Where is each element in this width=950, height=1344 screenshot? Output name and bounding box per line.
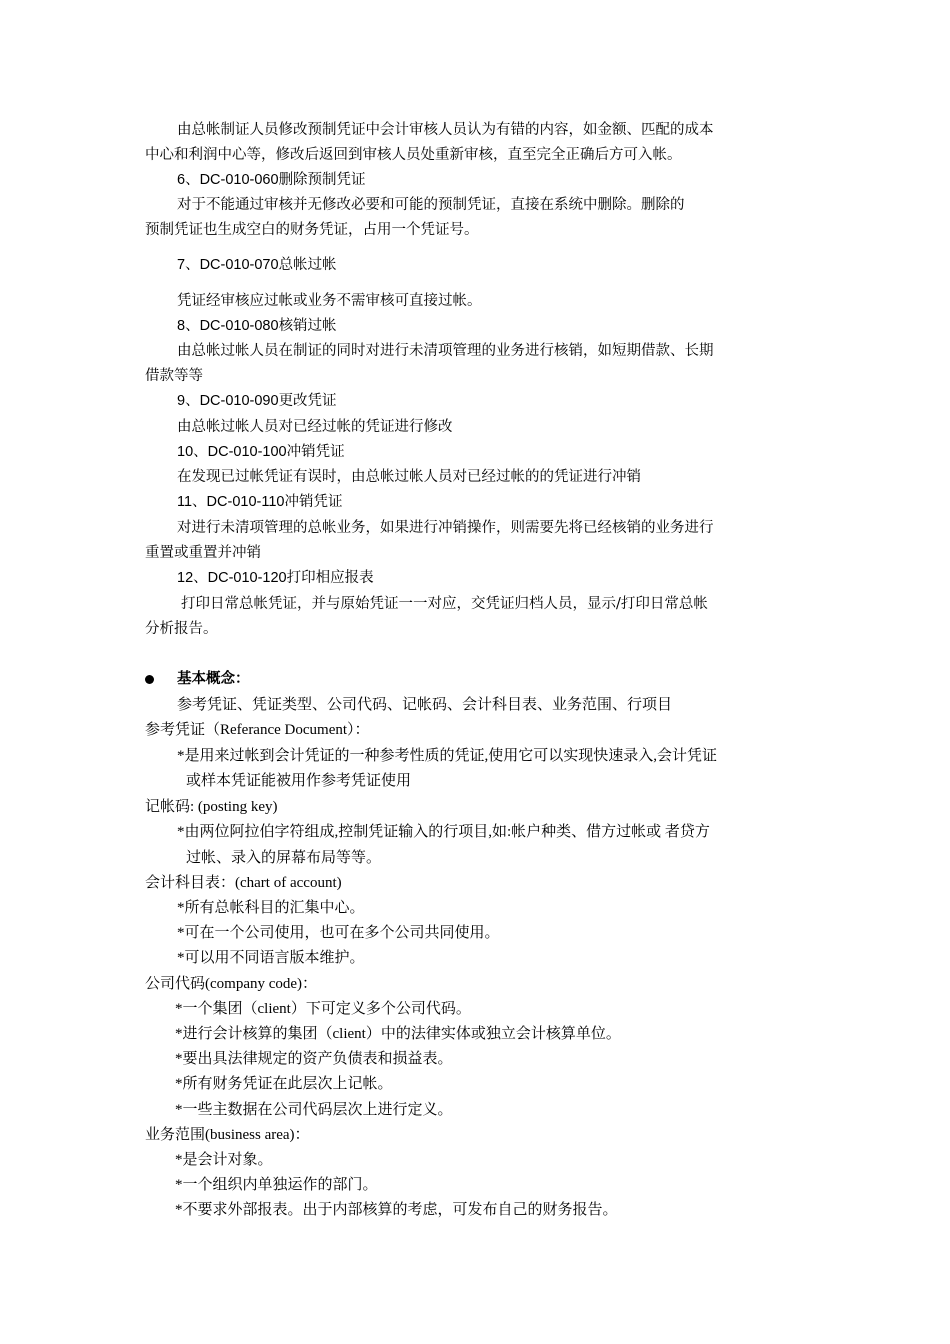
term-item: *一个集团（client）下可定义多个公司代码。 bbox=[175, 1001, 471, 1017]
term-item: *是会计对象。 bbox=[175, 1152, 273, 1168]
heading-code: 12、DC-010-120 bbox=[177, 570, 287, 586]
term-title: 业务范围(business area)： bbox=[145, 1127, 310, 1143]
heading-title: 打印相应报表 bbox=[286, 570, 374, 586]
paragraph-line: 对于不能通过审核并无修改必要和可能的预制凭证，直接在系统中删除。删除的 bbox=[177, 197, 685, 213]
term-item: *所有总帐科目的汇集中心。 bbox=[177, 900, 365, 916]
paragraph-line: 预制凭证也生成空白的财务凭证，占用一个凭证号。 bbox=[145, 222, 479, 238]
term-title: 参考凭证（Referance Document）： bbox=[145, 722, 370, 738]
term-item: *可以用不同语言版本维护。 bbox=[177, 950, 365, 966]
heading-title: 总帐过帐 bbox=[278, 257, 337, 273]
paragraph-line: 在发现已过帐凭证有误时，由总帐过帐人员对已经过帐的的凭证进行冲销 bbox=[177, 469, 641, 485]
section-heading bbox=[177, 316, 337, 336]
section-heading bbox=[177, 391, 337, 411]
section-heading bbox=[177, 492, 342, 512]
paragraph-line: 分析报告。 bbox=[145, 621, 218, 637]
paragraph-line: 中心和利润中心等，修改后返回到审核人员处重新审核，直至完全正确后方可入帐。 bbox=[145, 147, 682, 163]
term-item: *不要求外部报表。出于内部核算的考虑，可发布自己的财务报告。 bbox=[175, 1202, 618, 1218]
concepts-overview: 参考凭证、凭证类型、公司代码、记帐码、会计科目表、业务范围、行项目 bbox=[177, 697, 673, 713]
heading-code: 11、DC-010-110 bbox=[177, 494, 285, 510]
paragraph-line: 对进行未清项管理的总帐业务，如果进行冲销操作，则需要先将已经核销的业务进行 bbox=[177, 520, 714, 536]
term-title: 公司代码(company code)： bbox=[145, 976, 318, 992]
heading-title: 删除预制凭证 bbox=[278, 172, 366, 188]
term-detail: *是用来过帐到会计凭证的一种参考性质的凭证,使用它可以实现快速录入,会计凭证 bbox=[177, 748, 718, 764]
paragraph-line: 重置或重置并冲销 bbox=[145, 545, 261, 561]
bullet-icon bbox=[145, 675, 154, 684]
heading-code: 7、DC-010-070 bbox=[177, 257, 279, 273]
heading-title: 核销过帐 bbox=[278, 318, 337, 334]
term-item: *要出具法律规定的资产负债表和损益表。 bbox=[175, 1051, 453, 1067]
concepts-heading: 基本概念： bbox=[177, 670, 250, 687]
paragraph-line: 由总帐过帐人员在制证的同时对进行未清项管理的业务进行核销，如短期借款、长期 bbox=[177, 343, 714, 359]
term-item: *所有财务凭证在此层次上记帐。 bbox=[175, 1076, 393, 1092]
heading-code: 9、DC-010-090 bbox=[177, 393, 279, 409]
term-item: *进行会计核算的集团（client）中的法律实体或独立会计核算单位。 bbox=[175, 1026, 621, 1042]
paragraph-line: 借款等等 bbox=[145, 368, 203, 384]
term-item: *一些主数据在公司代码层次上进行定义。 bbox=[175, 1102, 453, 1118]
term-detail: 或样本凭证能被用作参考凭证使用 bbox=[186, 773, 412, 789]
section-heading bbox=[177, 170, 366, 190]
heading-title: 更改凭证 bbox=[278, 393, 337, 409]
term-title: 记帐码: (posting key) bbox=[145, 799, 278, 815]
paragraph-line: 打印日常总帐凭证，并与原始凭证一一对应，交凭证归档人员，显示/打印日常总帐 bbox=[181, 596, 708, 612]
term-title: 会计科目表：(chart of account) bbox=[145, 875, 342, 891]
paragraph-line: 由总帐制证人员修改预制凭证中会计审核人员认为有错的内容，如金额、匹配的成本 bbox=[177, 122, 714, 138]
heading-title: 冲销凭证 bbox=[284, 494, 343, 510]
heading-title: 冲销凭证 bbox=[286, 444, 345, 460]
paragraph-line: 由总帐过帐人员对已经过帐的凭证进行修改 bbox=[177, 419, 453, 435]
section-heading bbox=[177, 442, 345, 462]
section-heading bbox=[177, 255, 337, 275]
term-item: *一个组织内单独运作的部门。 bbox=[175, 1177, 378, 1193]
term-detail: *由两位阿拉伯字符组成,控制凭证输入的行项目,如:帐户种类、借方过帐或 者贷方 bbox=[177, 824, 710, 840]
heading-code: 6、DC-010-060 bbox=[177, 172, 279, 188]
section-heading bbox=[177, 568, 374, 588]
paragraph-line: 凭证经审核应过帐或业务不需审核可直接过帐。 bbox=[177, 293, 482, 309]
heading-code: 10、DC-010-100 bbox=[177, 444, 287, 460]
term-item: *可在一个公司使用，也可在多个公司共同使用。 bbox=[177, 925, 500, 941]
term-detail: 过帐、录入的屏幕布局等等。 bbox=[186, 850, 382, 866]
heading-code: 8、DC-010-080 bbox=[177, 318, 279, 334]
